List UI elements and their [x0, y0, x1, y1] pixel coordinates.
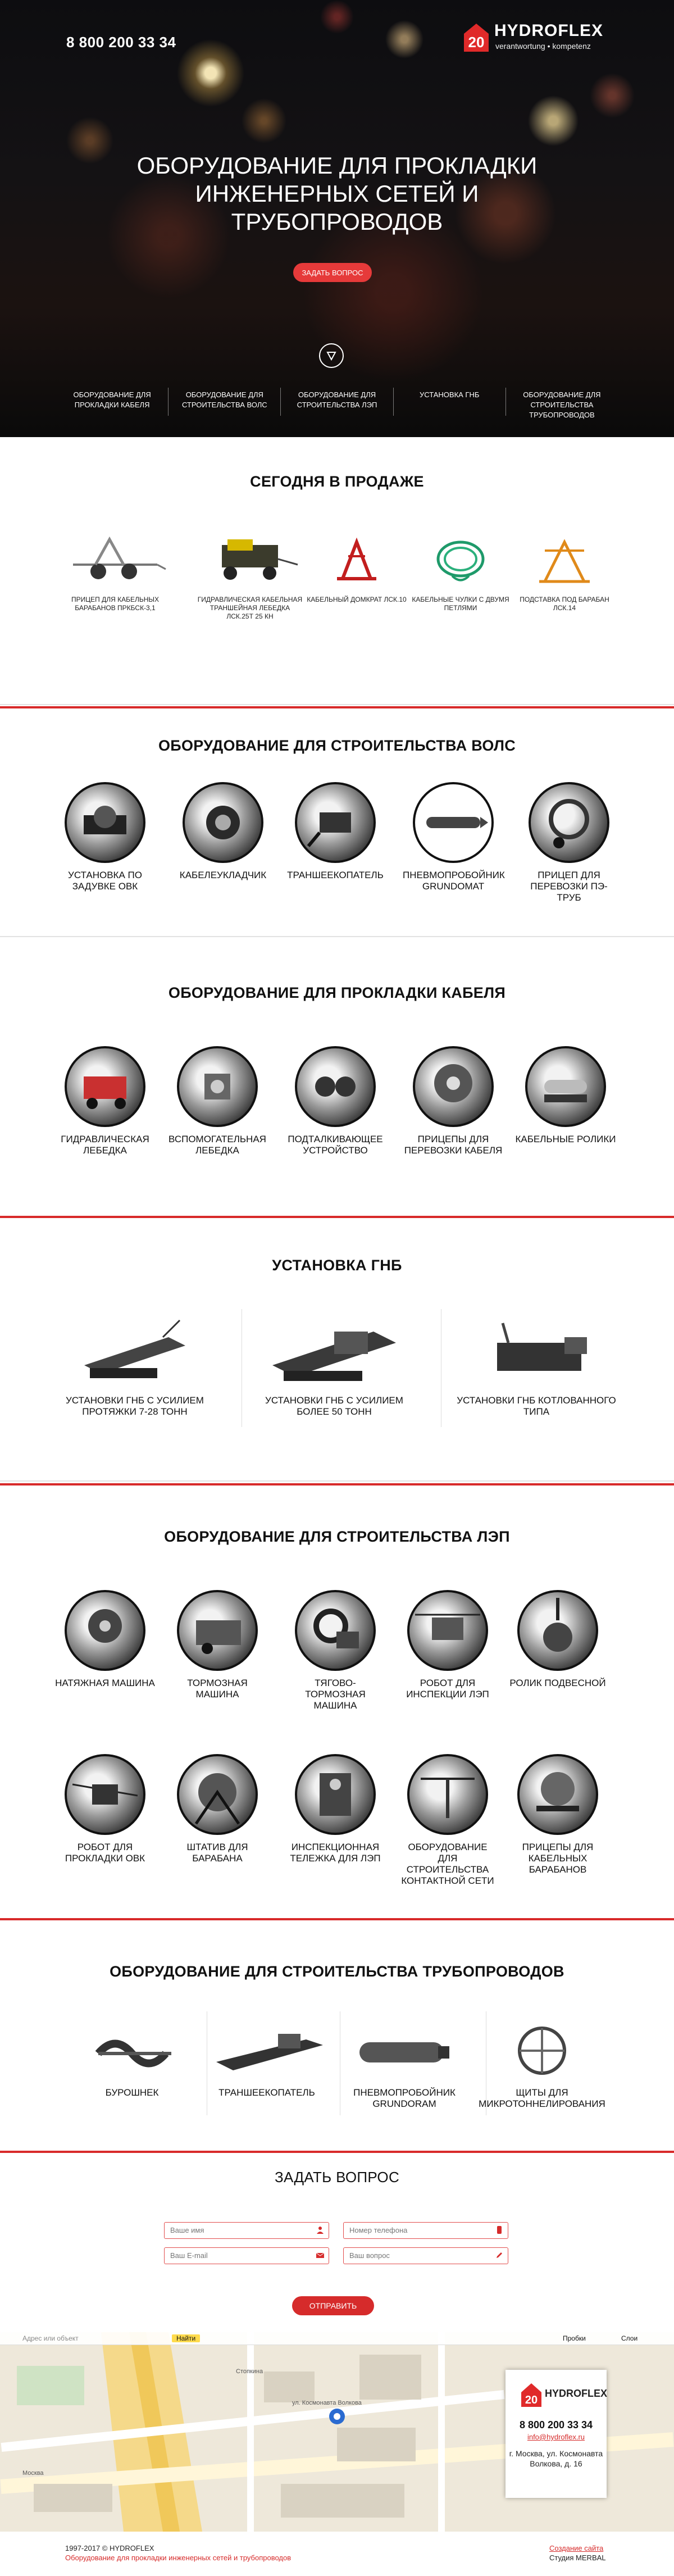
gnb-item[interactable] — [452, 1315, 621, 1418]
pipe-item-label: ЩИТЫ ДЛЯ МИКРОТОННЕЛИРОВАНИЯ — [479, 2087, 605, 2109]
contact-card — [506, 2370, 607, 2498]
gnb-item[interactable] — [250, 1315, 418, 1418]
grundoram-image — [331, 2023, 477, 2079]
sale-item[interactable] — [62, 525, 168, 612]
lep-item[interactable] — [54, 1754, 156, 1864]
lep-item[interactable] — [167, 1754, 268, 1864]
nav-item-gnb[interactable]: УСТАНОВКА ГНБ — [394, 388, 506, 416]
cable-title: ОБОРУДОВАНИЕ ДЛЯ ПРОКЛАДКИ КАБЕЛЯ — [168, 984, 506, 1001]
vols-item-label: КАБЕЛЕУКЛАДЧИК — [179, 870, 267, 880]
hero-nav — [56, 388, 618, 419]
contact-logo — [519, 2381, 608, 2409]
microtunneling-shield-image — [469, 2023, 615, 2079]
vols-item-label: ПРИЦЕП ДЛЯ ПЕРЕВОЗКИ ПЭ-ТРУБ — [530, 870, 608, 903]
gnb-title: УСТАНОВКА ГНБ — [272, 1257, 402, 1274]
sale-item[interactable] — [407, 525, 514, 612]
ask-question-button[interactable]: ЗАДАТЬ ВОПРОС — [293, 263, 372, 282]
cable-item-label: ГИДРАВЛИЧЕСКАЯ ЛЕБЕДКА — [61, 1134, 149, 1156]
puller-tensioner-image — [295, 1590, 376, 1671]
red-divider — [0, 706, 674, 708]
lep-item[interactable] — [507, 1590, 608, 1689]
logo[interactable] — [461, 20, 612, 54]
lep-item[interactable] — [507, 1754, 608, 1875]
drum-tripod-image — [177, 1754, 258, 1835]
inspection-robot-image — [407, 1590, 488, 1671]
lep-item[interactable] — [285, 1590, 386, 1711]
pipe-item[interactable] — [59, 2023, 205, 2098]
question-input[interactable] — [343, 2247, 508, 2264]
sale-item-label: КАБЕЛЬНЫЕ ЧУЛКИ С ДВУМЯ ПЕТЛЯМИ — [412, 596, 509, 612]
phone-icon — [495, 2226, 503, 2234]
vols-item-label: УСТАНОВКА ПО ЗАДУВКЕ ОВК — [68, 870, 142, 892]
cable-item-label: ВСПОМОГАТЕЛЬНАЯ ЛЕБЕДКА — [168, 1134, 266, 1156]
submit-button[interactable]: ОТПРАВИТЬ — [292, 2296, 374, 2315]
footer — [0, 2532, 674, 2576]
nav-item-lep[interactable]: ОБОРУДОВАНИЕ ДЛЯ СТРОИТЕЛЬСТВА ЛЭП — [281, 388, 393, 416]
map-district-label: Москва — [22, 2470, 44, 2477]
lep-item-label: РОЛИК ПОДВЕСНОЙ — [509, 1678, 606, 1688]
pipe-item[interactable] — [194, 2023, 340, 2098]
auger-image — [59, 2023, 205, 2079]
cable-trailer-image — [413, 1046, 494, 1127]
divider — [0, 704, 674, 705]
user-icon — [316, 2226, 324, 2234]
divider — [0, 1480, 674, 1482]
divider — [0, 936, 674, 937]
logo-name: HYDROFLEX — [494, 21, 604, 40]
contact-logo-badge: 20 — [525, 2394, 538, 2406]
email-placeholder: Ваш E-mail — [170, 2251, 208, 2260]
contact-logo-name: HYDROFLEX — [545, 2388, 608, 2399]
nav-item-cable[interactable]: ОБОРУДОВАНИЕ ДЛЯ ПРОКЛАДКИ КАБЕЛЯ — [56, 388, 168, 416]
nav-item-pipe[interactable]: ОБОРУДОВАНИЕ ДЛЯ СТРОИТЕЛЬСТВА ТРУБОПРОВОДОВ — [523, 390, 601, 419]
vols-item[interactable] — [403, 782, 504, 892]
mail-icon — [316, 2251, 324, 2259]
pipe-item-label: БУРОШНЕК — [105, 2087, 159, 2098]
sale-item[interactable] — [197, 525, 303, 621]
lep-title: ОБОРУДОВАНИЕ ДЛЯ СТРОИТЕЛЬСТВА ЛЭП — [164, 1528, 510, 1545]
lep-item-label: ИНСПЕКЦИОННАЯ ТЕЛЕЖКА ДЛЯ ЛЭП — [290, 1842, 381, 1864]
lep-item-label: РОБОТ ДЛЯ ИНСПЕКЦИИ ЛЭП — [406, 1678, 489, 1700]
lep-item-label: ТЯГОВО-ТОРМОЗНАЯ МАШИНА — [305, 1678, 366, 1711]
lep-item[interactable] — [54, 1590, 156, 1689]
cable-sock-image — [407, 525, 514, 593]
red-divider — [0, 1216, 674, 1218]
hdd-pit-image — [452, 1315, 621, 1388]
logo-badge-text: 20 — [468, 34, 485, 51]
red-divider — [0, 1483, 674, 1485]
grundomat-image — [413, 782, 494, 863]
tensioner-image — [65, 1590, 145, 1671]
map-street-label: ул. Космонавта Волкова — [292, 2400, 362, 2406]
red-divider — [0, 1918, 674, 1920]
map-toolbar — [0, 2332, 674, 2345]
drum-trailers-image — [517, 1754, 598, 1835]
email-input[interactable] — [164, 2247, 329, 2264]
cable-item[interactable] — [515, 1046, 616, 1145]
red-divider — [0, 2151, 674, 2153]
nav-item-vols[interactable]: ОБОРУДОВАНИЕ ДЛЯ СТРОИТЕЛЬСТВА ВОЛС — [168, 388, 281, 416]
pusher-image — [295, 1046, 376, 1127]
hdd-large-image — [250, 1315, 418, 1388]
cable-layer-image — [183, 782, 263, 863]
vols-item[interactable] — [518, 782, 620, 903]
cable-item[interactable] — [403, 1046, 504, 1156]
hero-title: ОБОРУДОВАНИЕ ДЛЯ ПРОКЛАДКИ ИНЖЕНЕРНЫХ СЕТЕЙ И ТРУБОПРОВОДОВ — [136, 152, 538, 235]
header-phone[interactable]: 8 800 200 33 34 — [66, 34, 176, 51]
gnb-item-label: УСТАНОВКИ ГНБ С УСИЛИЕМ ПРОТЯЖКИ 7-28 ТОНН — [66, 1395, 204, 1417]
lep-item[interactable] — [397, 1590, 498, 1700]
cable-rollers-image — [525, 1046, 606, 1127]
lep-item-label: ШТАТИВ ДЛЯ БАРАБАНА — [186, 1842, 248, 1864]
suspension-roller-image — [517, 1590, 598, 1671]
cable-item[interactable] — [167, 1046, 268, 1156]
cable-item-label: ПРИЦЕПЫ ДЛЯ ПЕРЕВОЗКИ КАБЕЛЯ — [404, 1134, 503, 1156]
aux-winch-image — [177, 1046, 258, 1127]
vols-item[interactable] — [285, 782, 386, 881]
cable-item-label: КАБЕЛЬНЫЕ РОЛИКИ — [515, 1134, 616, 1144]
brake-machine-image — [177, 1590, 258, 1671]
sale-item[interactable] — [511, 525, 618, 612]
trencher-image — [295, 782, 376, 863]
sale-item[interactable] — [303, 525, 410, 604]
vols-item[interactable] — [54, 782, 156, 892]
sale-item-label: КАБЕЛЬНЫЙ ДОМКРАТ ЛСК.10 — [307, 596, 407, 603]
sale-item-label: ГИДРАВЛИЧЕСКАЯ КАБЕЛЬНАЯ ТРАНШЕЙНАЯ ЛЕБЕДКА ЛСК.25Т 25 КН — [197, 596, 303, 620]
contact-phone[interactable]: 8 800 200 33 34 — [519, 2419, 593, 2430]
logo-tagline: verantwortung • kompetenz — [495, 42, 591, 51]
inspection-cart-image — [295, 1754, 376, 1835]
catenary-equipment-image — [407, 1754, 488, 1835]
map-find-button[interactable]: Найти — [172, 2334, 200, 2342]
cable-item[interactable] — [285, 1046, 386, 1156]
traffic-toggle[interactable]: Пробки — [563, 2334, 586, 2342]
contact-email-link[interactable]: info@hydroflex.ru — [527, 2433, 585, 2441]
footer-created-link[interactable]: Создание сайта — [549, 2544, 604, 2552]
cable-item[interactable] — [54, 1046, 156, 1156]
fiber-blowing-image — [65, 782, 145, 863]
pipe-item[interactable] — [331, 2023, 477, 2110]
drum-stand-image — [511, 525, 618, 593]
cable-item-label: ПОДТАЛКИВАЮЩЕЕ УСТРОЙСТВО — [288, 1134, 383, 1156]
vols-title: ОБОРУДОВАНИЕ ДЛЯ СТРОИТЕЛЬСТВА ВОЛС — [158, 737, 516, 754]
phone-placeholder: Номер телефона — [349, 2226, 408, 2234]
hdd-small-image — [51, 1315, 219, 1388]
lep-item-label: ТОРМОЗНАЯ МАШИНА — [187, 1678, 248, 1700]
vols-item-label: ПНЕВМОПРОБОЙНИК GRUNDOMAT — [403, 870, 505, 892]
layers-toggle[interactable]: Слои — [621, 2334, 638, 2342]
lep-item-label: РОБОТ ДЛЯ ПРОКЛАДКИ ОВК — [65, 1842, 145, 1864]
map-street-label: Стопкина — [236, 2368, 263, 2375]
sale-item-label: ПРИЦЕП ДЛЯ КАБЕЛЬНЫХ БАРАБАНОВ ПРКБСК-3,1 — [71, 596, 159, 612]
form-title: ЗАДАТЬ ВОПРОС — [274, 2169, 400, 2186]
lep-item[interactable] — [167, 1590, 268, 1700]
pipe-title: ОБОРУДОВАНИЕ ДЛЯ СТРОИТЕЛЬСТВА ТРУБОПРОВОДОВ — [110, 1963, 564, 1980]
pencil-icon — [495, 2251, 503, 2259]
footer-studio: Студия MERBAL — [549, 2554, 606, 2562]
pipe-trencher-image — [194, 2023, 340, 2079]
sale-title: СЕГОДНЯ В ПРОДАЖЕ — [250, 473, 424, 490]
lep-item-label: НАТЯЖНАЯ МАШИНА — [55, 1678, 155, 1688]
pipe-trailer-image — [529, 782, 609, 863]
gnb-item[interactable] — [51, 1315, 219, 1418]
phone-input[interactable] — [343, 2222, 508, 2239]
trailer-image — [62, 525, 168, 593]
lep-item[interactable] — [285, 1754, 386, 1864]
vols-item-label: ТРАНШЕЕКОПАТЕЛЬ — [287, 870, 384, 880]
pipe-item-label: ТРАНШЕЕКОПАТЕЛЬ — [218, 2087, 315, 2098]
sale-item-label: ПОДСТАВКА ПОД БАРАБАН ЛСК.14 — [520, 596, 609, 612]
hero — [0, 0, 674, 437]
contact-address: г. Москва, ул. Космонавта Волкова, д. 16 — [509, 2449, 603, 2468]
cable-jack-image — [303, 525, 410, 593]
footer-copyright: 1997-2017 © HYDROFLEX — [65, 2544, 154, 2552]
hydraulic-winch-image — [65, 1046, 145, 1127]
pipe-item[interactable] — [469, 2023, 615, 2110]
lep-item[interactable] — [397, 1754, 498, 1887]
vols-item[interactable] — [172, 782, 274, 881]
lep-item-label: ОБОРУДОВАНИЕ ДЛЯ СТРОИТЕЛЬСТВА КОНТАКТНОЙ СЕТИ — [401, 1842, 494, 1886]
question-placeholder: Ваш вопрос — [349, 2251, 390, 2260]
winch-image — [197, 525, 303, 593]
map-search-input[interactable]: Адрес или объект — [22, 2334, 79, 2342]
lep-item-label: ПРИЦЕПЫ ДЛЯ КАБЕЛЬНЫХ БАРАБАНОВ — [522, 1842, 594, 1875]
logo-badge-icon — [461, 21, 492, 53]
name-input[interactable] — [164, 2222, 329, 2239]
gnb-item-label: УСТАНОВКИ ГНБ С УСИЛИЕМ БОЛЕЕ 50 ТОНН — [265, 1395, 403, 1417]
footer-description: Оборудование для прокладки инженерных сетей и трубопроводов — [65, 2554, 292, 2562]
name-placeholder: Ваше имя — [170, 2226, 204, 2234]
gnb-item-label: УСТАНОВКИ ГНБ КОТЛОВАННОГО ТИПА — [457, 1395, 616, 1417]
scroll-down-icon[interactable] — [319, 343, 344, 368]
ovk-robot-image — [65, 1754, 145, 1835]
pipe-item-label: ПНЕВМОПРОБОЙНИК GRUNDORAM — [353, 2087, 456, 2109]
